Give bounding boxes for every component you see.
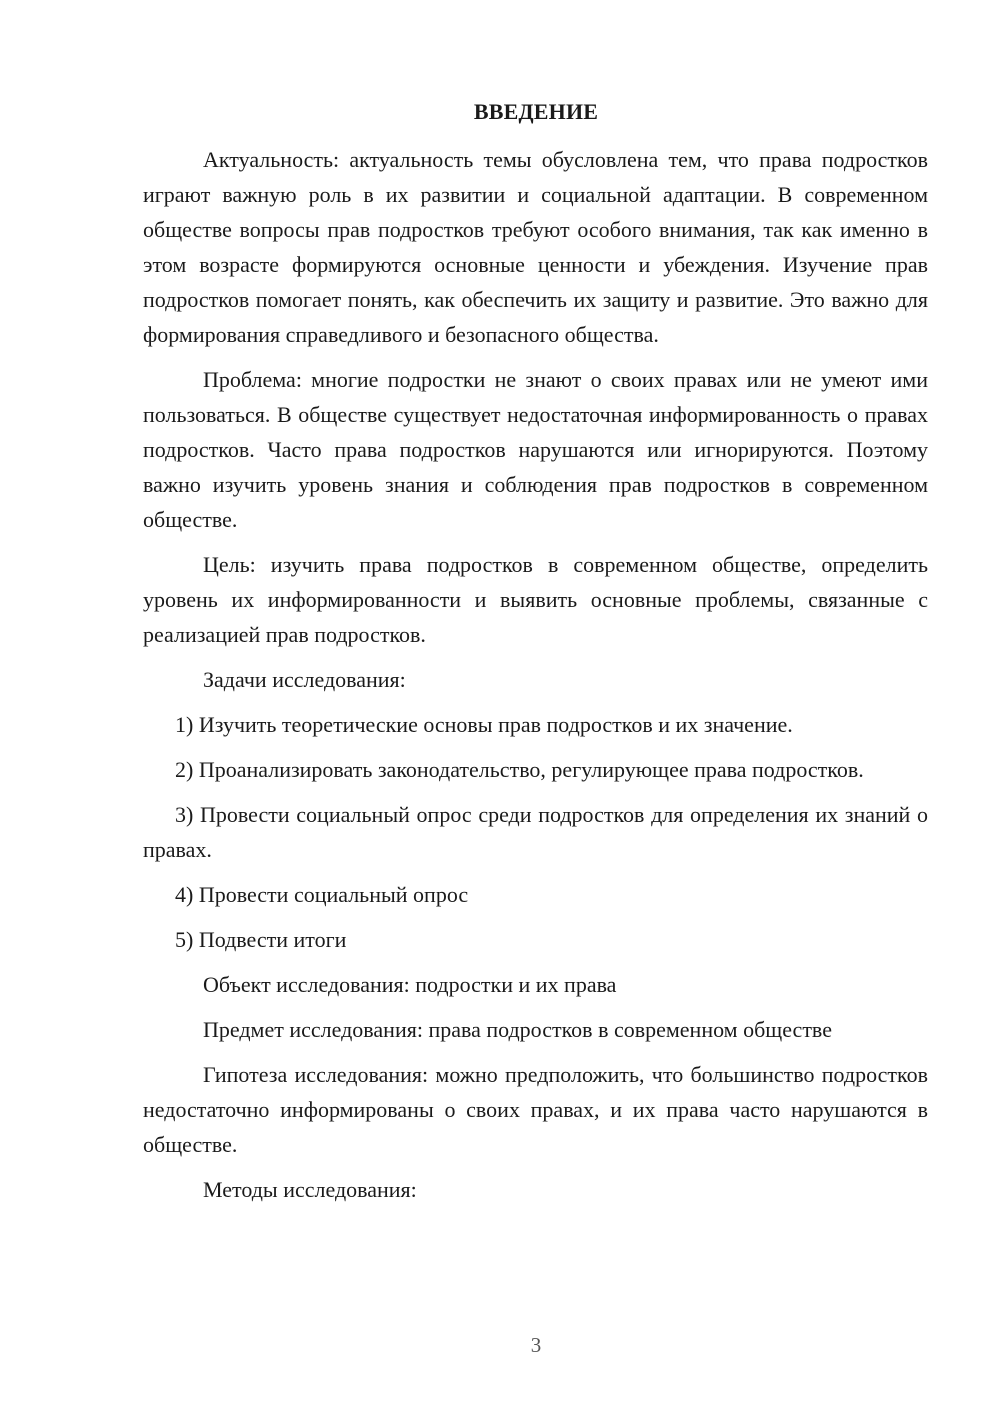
problem-paragraph: Проблема: многие подростки не знают о своих правах или не умеют ими пользоваться. В обществе существует недостаточная информированность о правах подростков. Часто права подростков нарушаются или игнорируются. Поэтому важно изучить уровень знания и соблюдения прав подростков в современном обществе.	[143, 367, 928, 532]
task-item-1: 1) Изучить теоретические основы прав подростков и их значение.	[175, 712, 793, 737]
relevance-paragraph: Актуальность: актуальность темы обусловлена тем, что права подростков играют важную роль в их развитии и социальной адаптации. В современном обществе вопросы прав подростков требуют особого внимания, так как именно в этом возрасте формируются основные ценности и убеждения. Изучение прав подростков помогает понять, как обеспечить их защиту и развитие. Это важно для формирования справедливого и безопасного общества.	[143, 147, 928, 347]
section-heading: ВВЕДЕНИЕ	[473, 99, 599, 124]
research-methods: Методы исследования:	[203, 1177, 417, 1202]
research-object: Объект исследования: подростки и их права	[203, 972, 617, 997]
research-subject: Предмет исследования: права подростков в современном обществе	[203, 1017, 832, 1042]
body-text	[143, 142, 928, 1207]
task-item-2: 2) Проанализировать законодательство, регулирующее права подростков.	[175, 757, 864, 782]
task-item-4: 4) Провести социальный опрос	[175, 882, 469, 907]
goal-paragraph: Цель: изучить права подростков в современном обществе, определить уровень их информированности и выявить основные проблемы, связанные с реализацией прав подростков.	[143, 552, 928, 647]
task-item-3: 3) Провести социальный опрос среди подростков для определения их знаний о правах.	[143, 802, 928, 862]
tasks-heading: Задачи исследования:	[203, 667, 406, 692]
page-number: 3	[530, 1333, 542, 1357]
task-item-5: 5) Подвести итоги	[175, 927, 347, 952]
research-hypothesis: Гипотеза исследования: можно предположить, что большинство подростков недостаточно информированы о своих правах, и их права часто нарушаются в обществе.	[143, 1062, 928, 1157]
